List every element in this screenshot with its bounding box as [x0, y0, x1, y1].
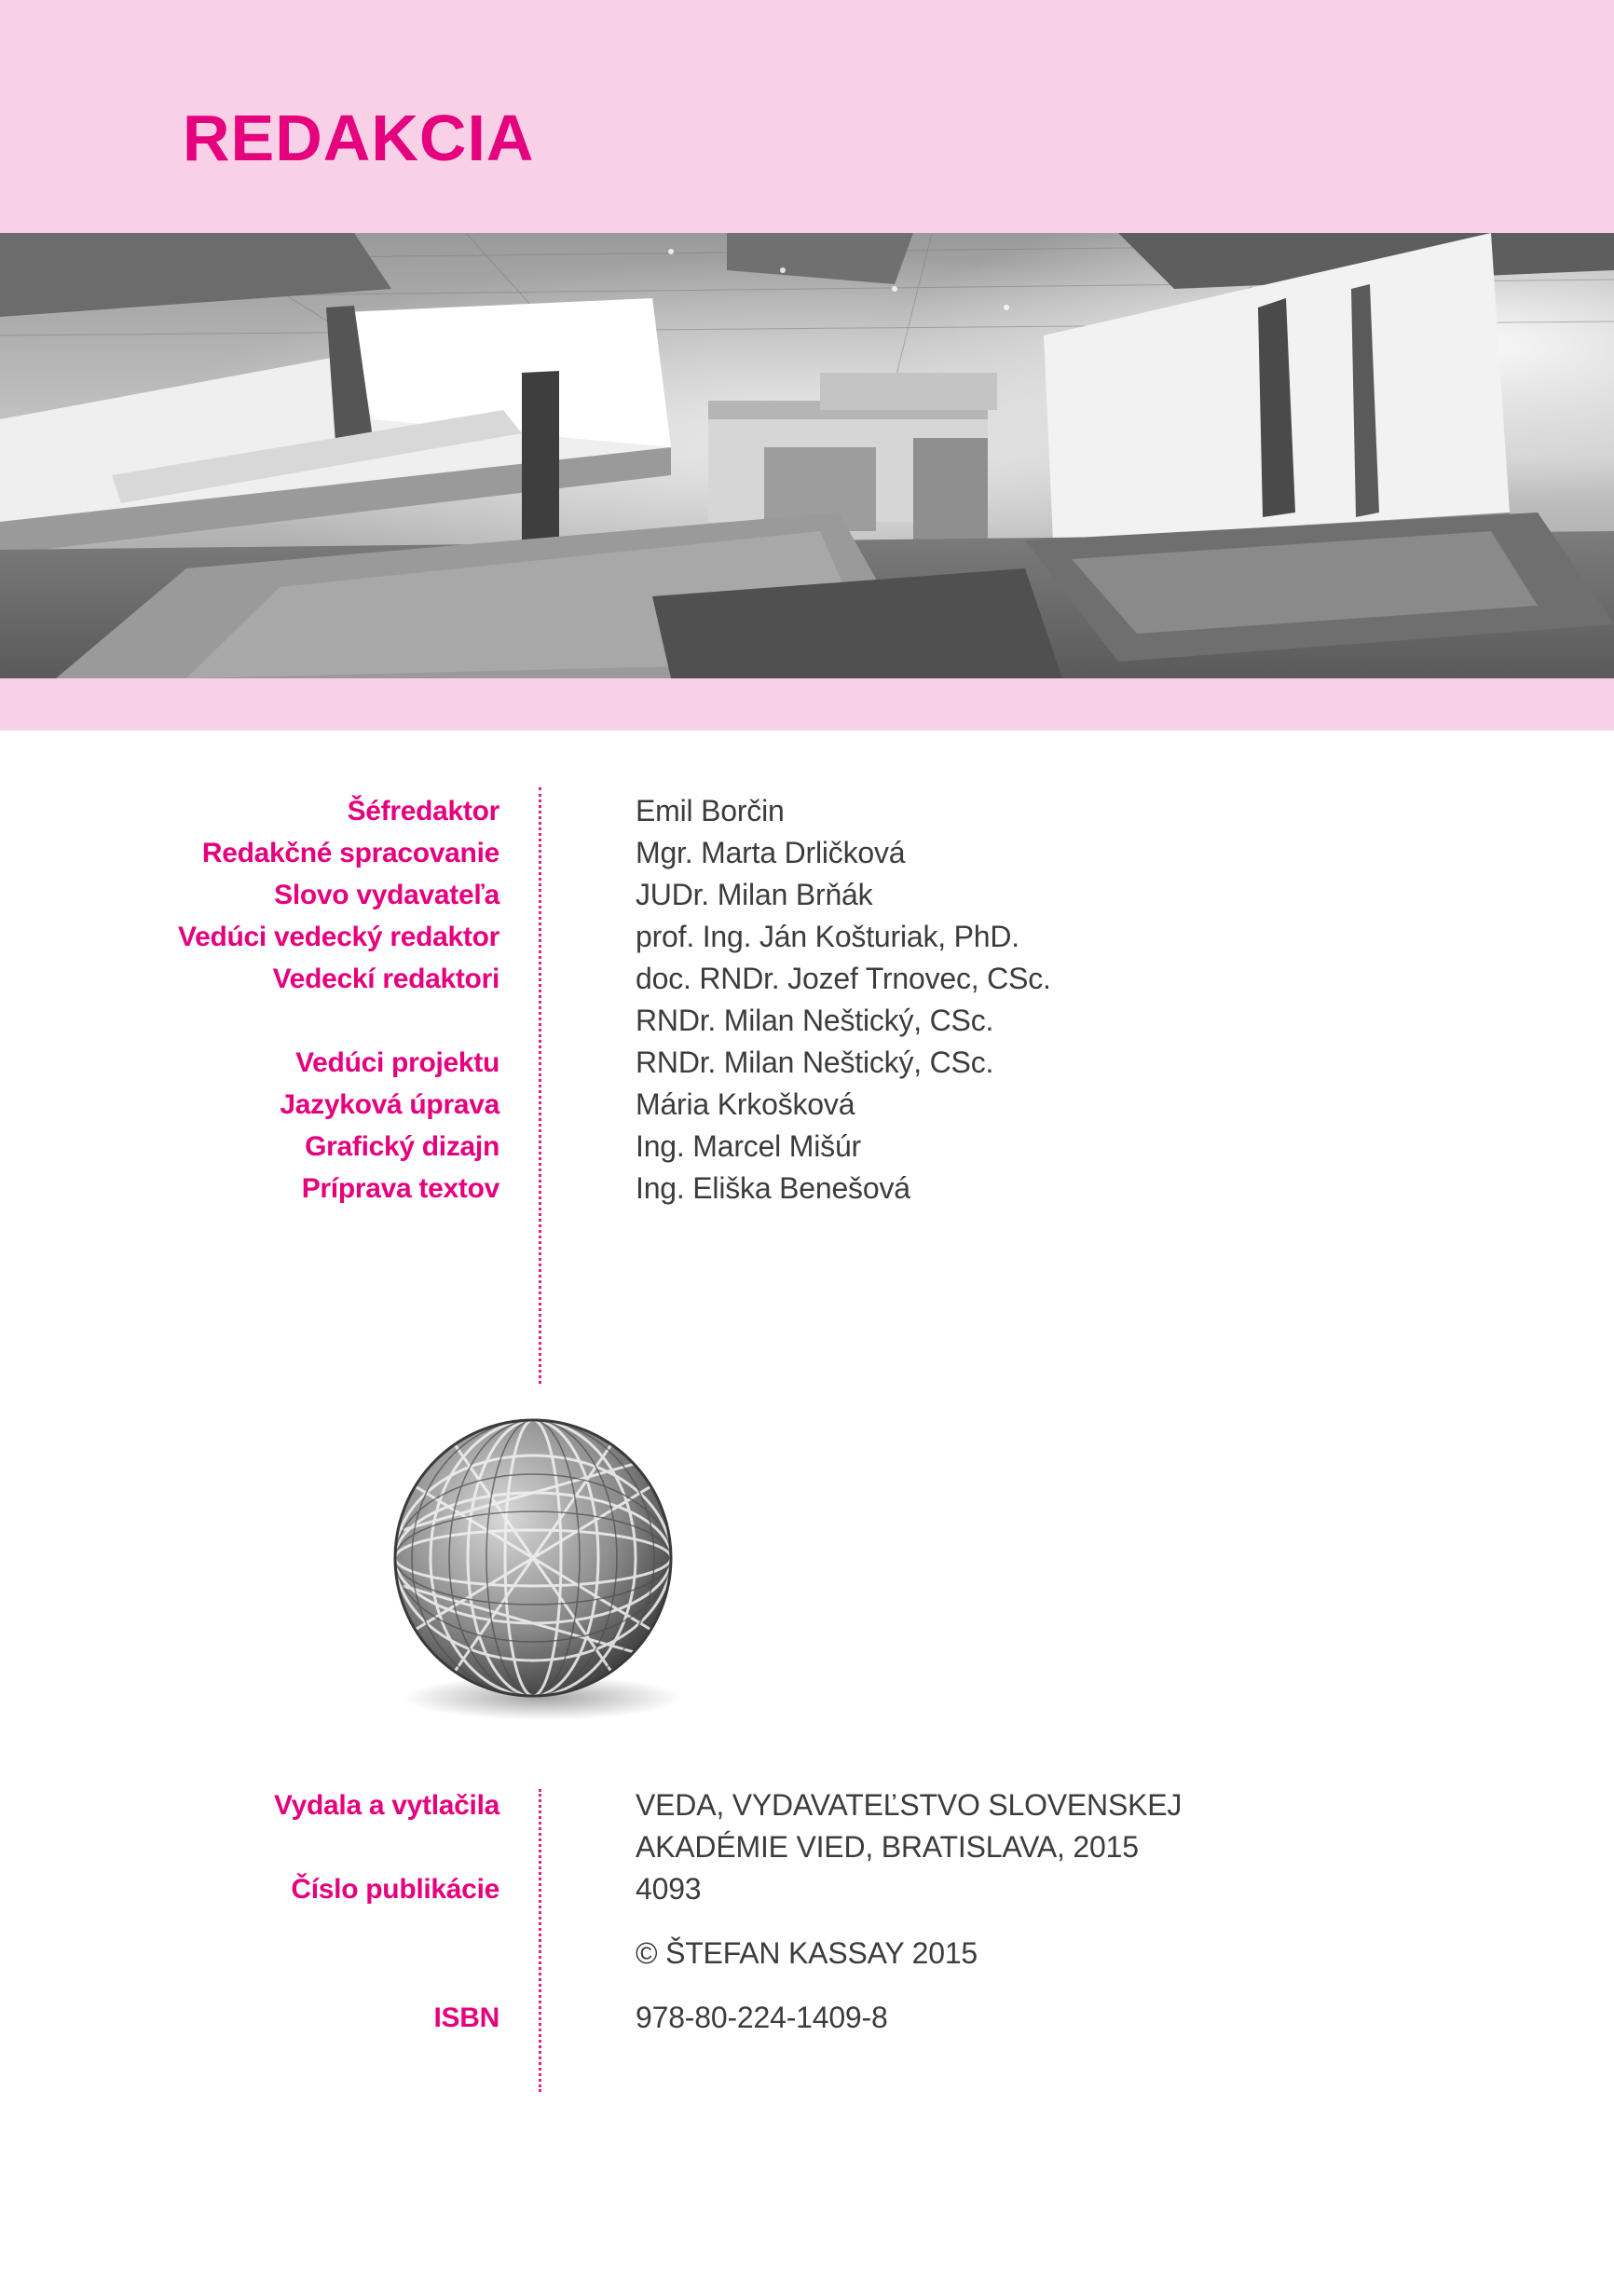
credit-value: Ing. Eliška Benešová: [636, 1171, 910, 1205]
publication-number-row: [0, 1868, 1614, 1910]
publication-number-label: Číslo publikácie: [291, 1874, 499, 1905]
sphere-illustration: [384, 1418, 691, 1726]
credit-row: [0, 1042, 1614, 1084]
credit-label: Vedúci projektu: [295, 1047, 499, 1078]
copyright-text: © ŠTEFAN KASSAY 2015: [636, 1936, 978, 1970]
credit-label: Redakčné spracovanie: [201, 838, 499, 868]
publication-number-value: 4093: [636, 1872, 702, 1906]
credit-label: Slovo vydavateľa: [274, 880, 499, 910]
credit-value: doc. RNDr. Jozef Trnovec, CSc.: [636, 962, 1051, 995]
architectural-render-image: [0, 233, 1614, 678]
publisher-label: Vydala a vytlačila: [274, 1790, 499, 1821]
publisher-row-2: [0, 1826, 1614, 1868]
publisher-line2: AKADÉMIE VIED, BRATISLAVA, 2015: [636, 1830, 1139, 1864]
credit-value: Ing. Marcel Mišúr: [636, 1129, 861, 1163]
isbn-row: [0, 1997, 1614, 2039]
publisher-row: [0, 1784, 1614, 1826]
credit-value: Emil Borčin: [636, 794, 785, 827]
credit-value: JUDr. Milan Brňák: [636, 878, 873, 911]
isbn-value: 978-80-224-1409-8: [636, 2001, 888, 2034]
publisher-line1: VEDA, VYDAVATEĽSTVO SLOVENSKEJ: [636, 1788, 1183, 1822]
credit-row: [0, 790, 1614, 832]
credit-row: [0, 1000, 1614, 1042]
copyright-row: [0, 1933, 1614, 1975]
credit-value: Mária Krkošková: [636, 1087, 855, 1121]
isbn-label: ISBN: [433, 2002, 499, 2033]
credit-row: [0, 1168, 1614, 1210]
credit-value: RNDr. Milan Neštický, CSc.: [636, 1046, 994, 1079]
credit-label: Grafický dizajn: [305, 1131, 499, 1162]
banner-image: [0, 233, 1614, 678]
credit-label: Šéfredaktor: [347, 796, 499, 827]
credit-value: prof. Ing. Ján Košturiak, PhD.: [636, 920, 1019, 953]
credit-label: Vedúci vedecký redaktor: [178, 922, 499, 952]
credit-row: [0, 1084, 1614, 1126]
credit-row: [0, 832, 1614, 874]
credit-value: Mgr. Marta Drličková: [636, 836, 906, 869]
geodesic-sphere-image: [384, 1418, 691, 1726]
credit-value: RNDr. Milan Neštický, CSc.: [636, 1004, 994, 1037]
credit-row: [0, 1126, 1614, 1168]
credit-row: [0, 874, 1614, 916]
credit-row: [0, 916, 1614, 958]
credit-row: [0, 958, 1614, 1000]
credit-label: Jazyková úprava: [280, 1089, 499, 1120]
credit-label: Príprava textov: [301, 1173, 499, 1204]
page-title: REDAKCIA: [183, 102, 535, 174]
credit-label: Vedeckí redaktori: [272, 964, 499, 994]
